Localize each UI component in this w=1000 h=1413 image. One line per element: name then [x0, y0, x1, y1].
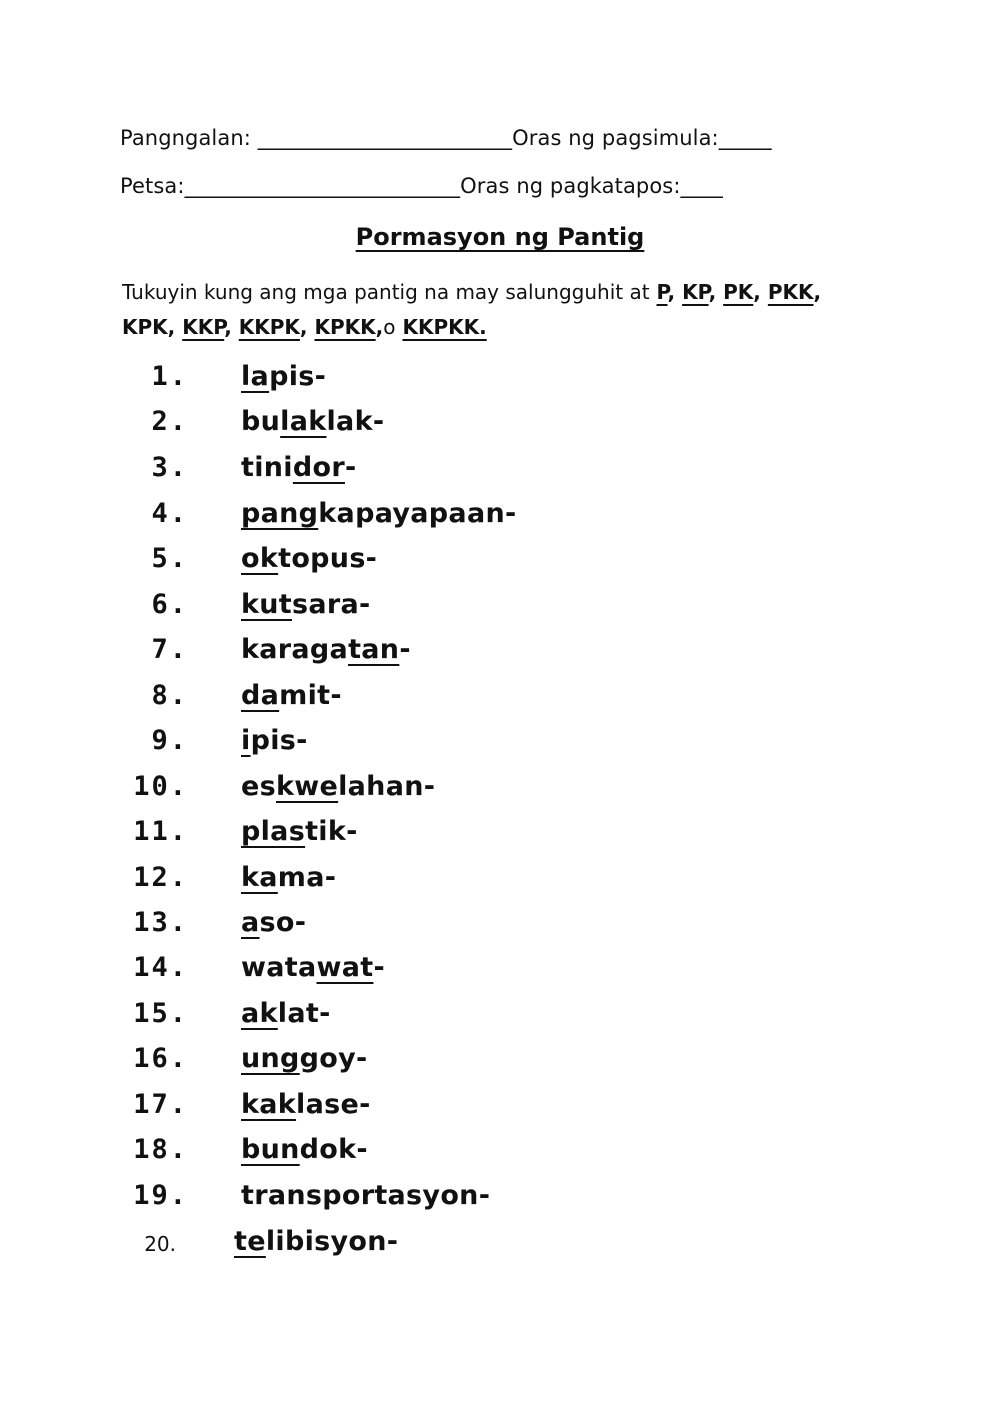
item-word: lapis-: [241, 361, 327, 392]
list-item: [0, 634, 1000, 674]
underlined-syllable: lak: [280, 406, 327, 437]
list-item: [0, 1043, 1000, 1083]
list-item: [0, 862, 1000, 902]
item-word: tinidor-: [241, 452, 357, 483]
worksheet-title-row: [0, 223, 1000, 251]
underlined-syllable: kak: [241, 1089, 297, 1120]
date-label: Petsa:: [120, 174, 185, 198]
underlined-syllable: ung: [241, 1043, 300, 1074]
item-number: 18.: [133, 1134, 188, 1165]
item-number: 1.: [151, 361, 188, 392]
underlined-syllable: ok: [241, 543, 279, 574]
list-item: [0, 816, 1000, 856]
item-word: plastik-: [241, 816, 358, 847]
item-word: eskwelahan-: [241, 771, 436, 802]
item-number: 4.: [151, 498, 188, 529]
item-number: 7.: [151, 634, 188, 665]
underlined-syllable: ka: [241, 862, 278, 893]
item-word: aso-: [241, 907, 307, 938]
option-kkpk: KKPK: [238, 315, 300, 339]
option-kpkk: KPKK: [314, 315, 376, 339]
item-number: 13.: [133, 907, 188, 938]
underlined-syllable: da: [241, 680, 280, 711]
underlined-syllable: te: [234, 1226, 266, 1257]
item-word: kaklase-: [241, 1089, 371, 1120]
underlined-syllable: la: [241, 361, 270, 392]
underlined-syllable: a: [241, 907, 260, 938]
list-item: [0, 543, 1000, 583]
list-item: [0, 406, 1000, 446]
instruction-line-2: KPK, KKP, KKPK, KPKK,o KKPKK.: [122, 315, 487, 339]
option-kkp: KKP: [182, 315, 225, 339]
item-number: 6.: [151, 589, 188, 620]
instruction-line-1: Tukuyin kung ang mga pantig na may salungguhit at P, KP, PK, PKK,: [122, 280, 822, 304]
name-label: Pangngalan:: [120, 126, 251, 150]
underlined-syllable: bun: [241, 1134, 300, 1165]
item-number: 15.: [133, 998, 188, 1029]
start-time-label: Oras ng pagsimula:: [512, 126, 719, 150]
item-word: transportasyon-: [241, 1180, 491, 1211]
worksheet-title: Pormasyon ng Pantig: [355, 223, 645, 251]
option-kkpkk: KKPKK.: [402, 315, 487, 339]
underlined-syllable: dor: [292, 452, 345, 483]
name-blank[interactable]: ________________________: [257, 126, 513, 150]
item-word: bundok-: [241, 1134, 368, 1165]
list-item: [0, 361, 1000, 401]
item-number: 17.: [133, 1089, 188, 1120]
list-item: [0, 771, 1000, 811]
item-word: damit-: [241, 680, 342, 711]
instruction-lead: Tukuyin kung ang mga pantig na may salungguhit at: [122, 280, 650, 304]
option-pk: PK: [723, 280, 754, 304]
item-word: bulaklak-: [241, 406, 385, 437]
list-item: [0, 498, 1000, 538]
list-item: [0, 952, 1000, 992]
item-word: ipis-: [241, 725, 308, 756]
item-number: 9.: [151, 725, 188, 756]
item-number: 10.: [133, 771, 188, 802]
list-item: [0, 452, 1000, 492]
item-word: aklat-: [241, 998, 331, 1029]
underlined-syllable: kut: [241, 589, 292, 620]
start-time-blank[interactable]: _____: [718, 126, 772, 150]
date-time-end-line: [120, 174, 723, 198]
option-kp: KP: [682, 280, 709, 304]
or-word: o: [383, 315, 396, 339]
list-item: [0, 725, 1000, 765]
option-p: P: [656, 280, 668, 304]
list-item: [0, 589, 1000, 629]
list-item: [0, 1180, 1000, 1220]
item-number: 16.: [133, 1043, 188, 1074]
underlined-syllable: ak: [241, 998, 278, 1029]
list-item: [0, 1089, 1000, 1129]
item-word: karagatan-: [241, 634, 411, 665]
underlined-syllable: tan: [348, 634, 400, 665]
end-time-label: Oras ng pagkatapos:: [460, 174, 681, 198]
item-number: 5.: [151, 543, 188, 574]
item-word: pangkapayapaan-: [241, 498, 517, 529]
item-number: 20.: [144, 1232, 176, 1256]
item-word: watawat-: [241, 952, 385, 983]
underlined-syllable: plas: [241, 816, 306, 847]
list-item: [0, 1134, 1000, 1174]
item-number: 11.: [133, 816, 188, 847]
item-word: kutsara-: [241, 589, 371, 620]
end-time-blank[interactable]: ____: [680, 174, 723, 198]
option-kpk: KPK: [122, 315, 168, 339]
underlined-syllable: pang: [241, 498, 319, 529]
underlined-syllable: i: [241, 725, 251, 756]
list-item: [0, 998, 1000, 1038]
item-number: 2.: [151, 406, 188, 437]
item-word: unggoy-: [241, 1043, 368, 1074]
name-time-start-line: [120, 126, 772, 150]
list-item: [0, 907, 1000, 947]
item-word: oktopus-: [241, 543, 378, 574]
option-pkk: PKK: [767, 280, 814, 304]
underlined-syllable: kwe: [275, 771, 339, 802]
item-number: 19.: [133, 1180, 188, 1211]
item-number: 12.: [133, 862, 188, 893]
list-item: [0, 680, 1000, 720]
date-blank[interactable]: __________________________: [184, 174, 461, 198]
item-number: 8.: [151, 680, 188, 711]
item-word: telibisyon-: [234, 1226, 399, 1257]
list-item: [0, 1226, 1000, 1266]
item-number: 14.: [133, 952, 188, 983]
item-word: kama-: [241, 862, 337, 893]
underlined-syllable: wat: [316, 952, 374, 983]
item-number: 3.: [151, 452, 188, 483]
